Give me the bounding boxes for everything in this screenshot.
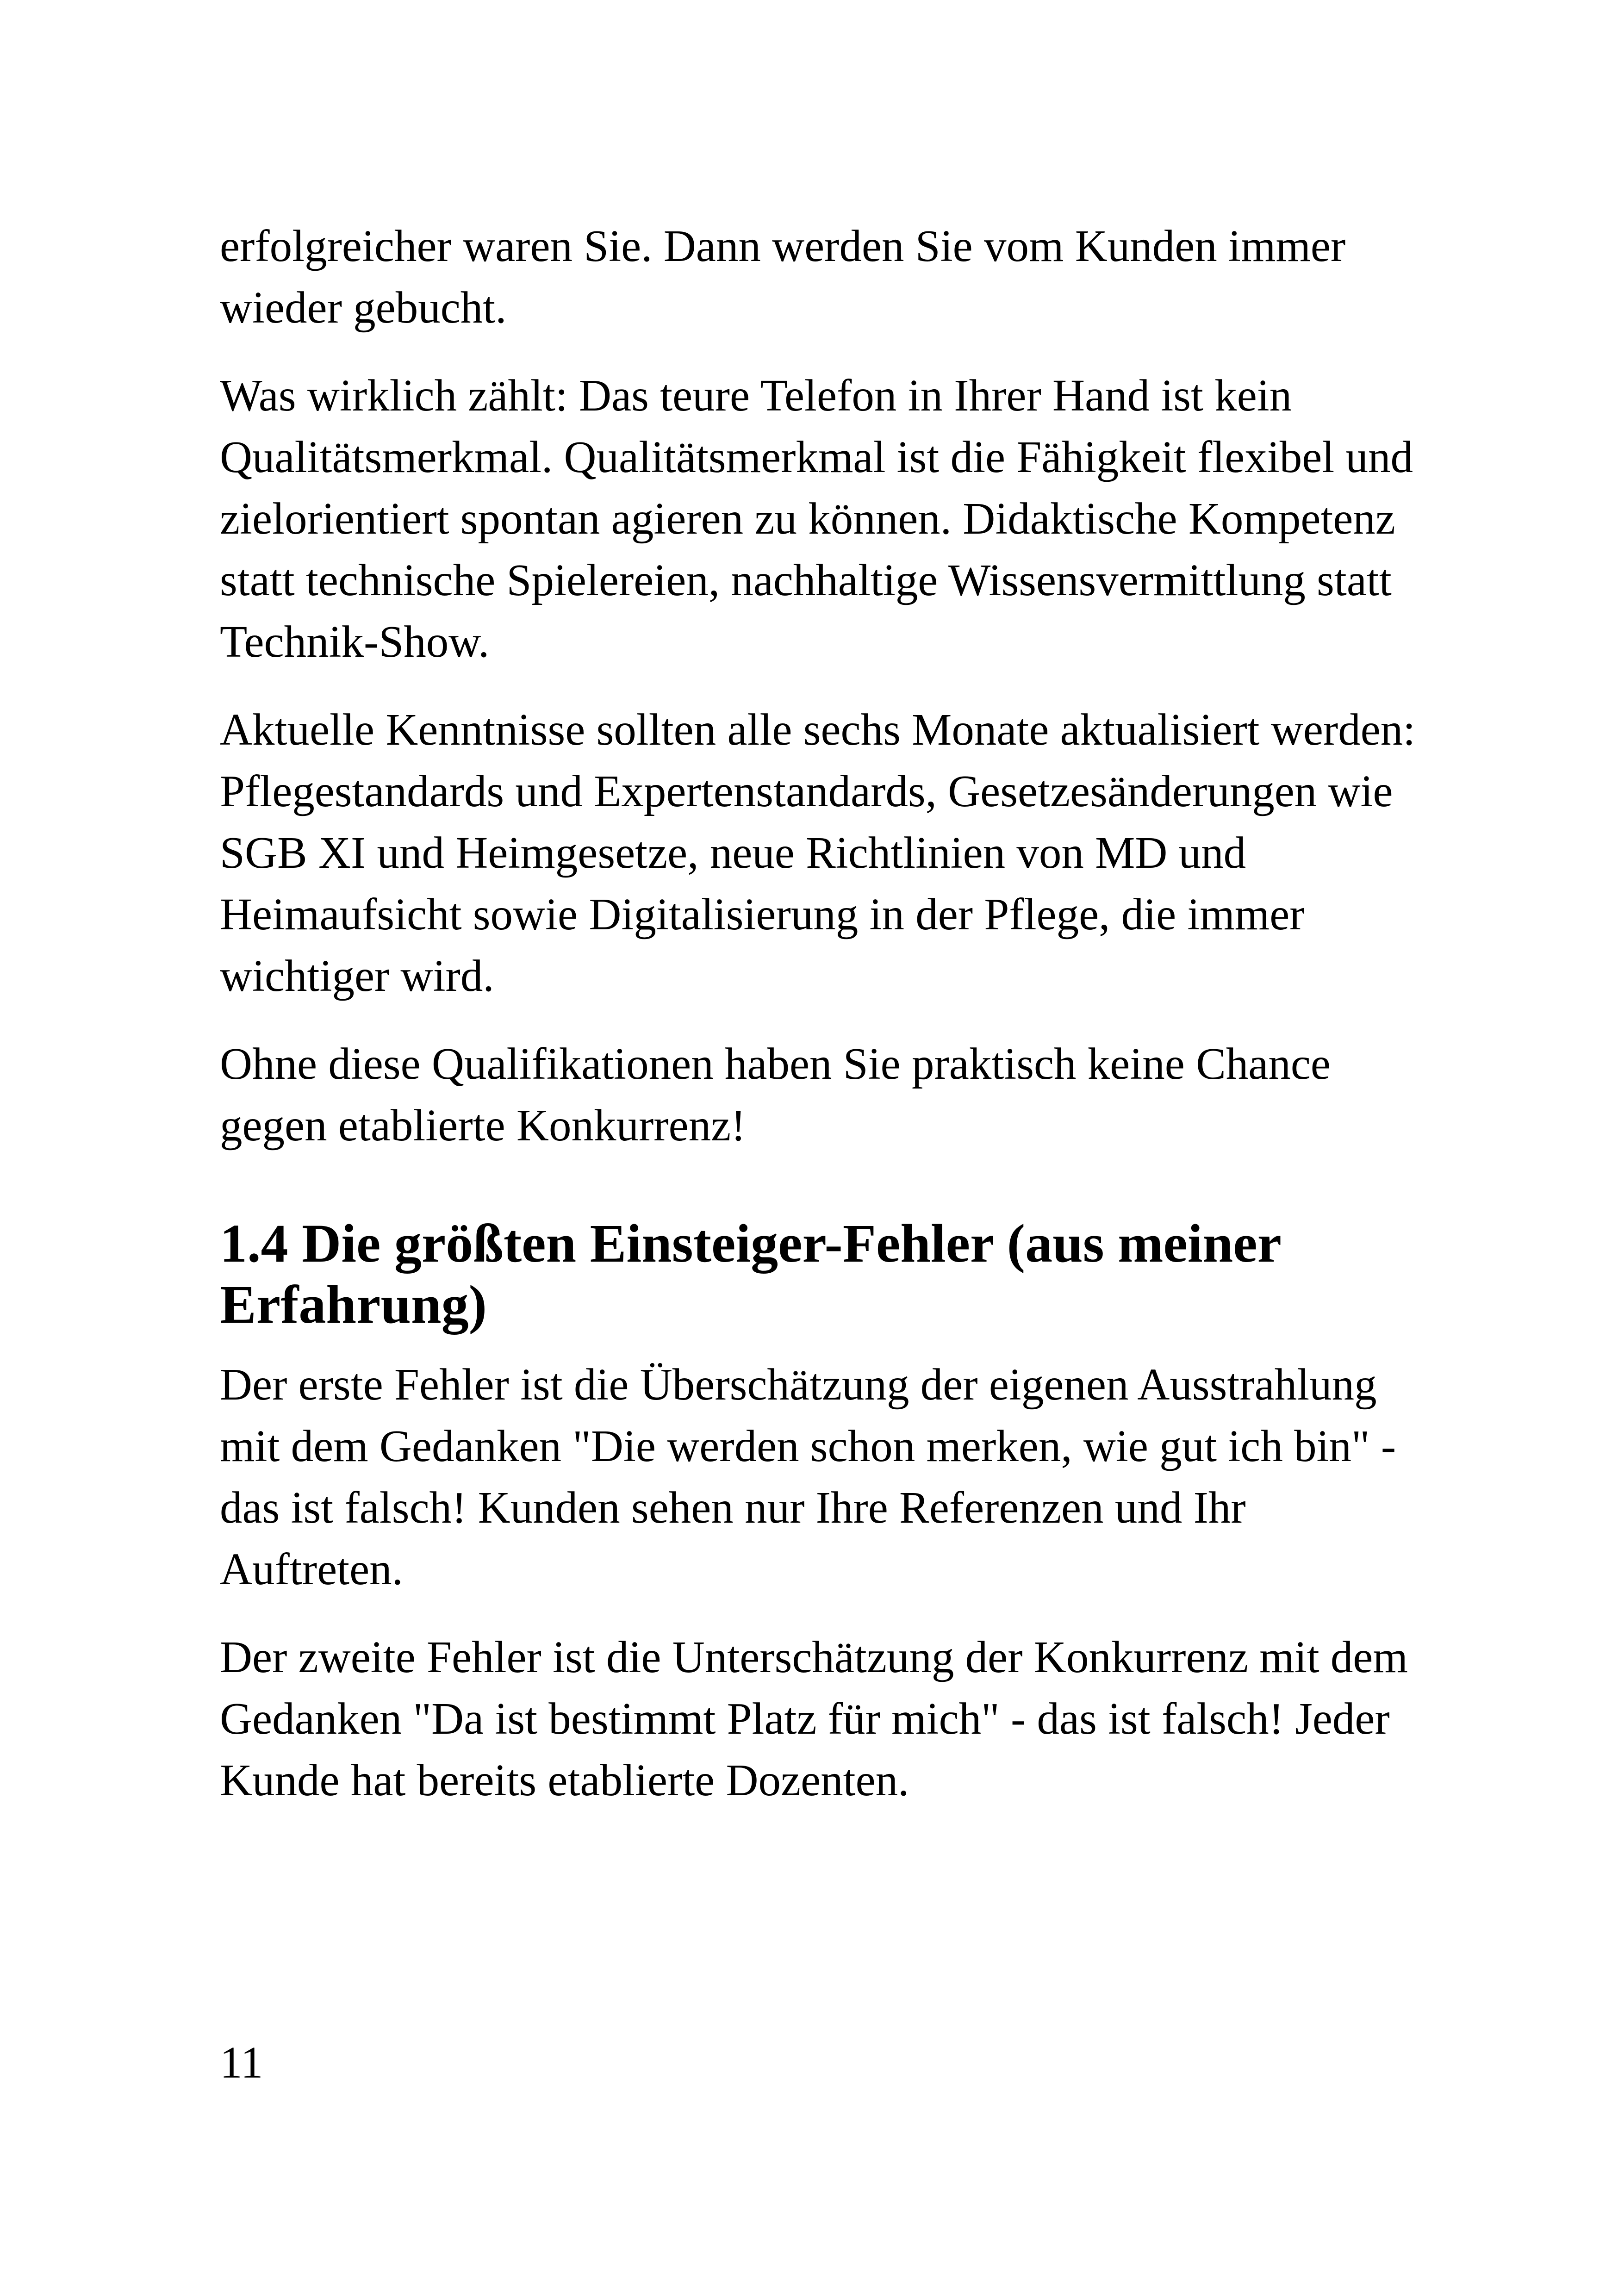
page-body <box>220 215 1423 1811</box>
paragraph-qualifications: Ohne diese Qualifikationen haben Sie praktisch keine Chance gegen etablierte Konkurrenz! <box>220 1039 1331 1150</box>
page-number: 11 <box>220 2038 263 2087</box>
paragraph-continuation: erfolgreicher waren Sie. Dann werden Sie vom Kunden immer wieder gebucht. <box>220 221 1346 332</box>
paragraph-second-mistake: Der zweite Fehler ist die Unterschätzung der Konkurrenz mit dem Gedanken "Da ist bestimmt Platz für mich" - das ist falsch! Jeder Kunde hat bereits etablierte Dozenten. <box>220 1632 1408 1805</box>
paragraph-first-mistake: Der erste Fehler ist die Überschätzung der eigenen Ausstrahlung mit dem Gedanken "Die werden schon merken, wie gut ich bin" - das ist falsch! Kunden sehen nur Ihre Referenzen und Ihr Auftreten. <box>220 1360 1396 1594</box>
paragraph-what-counts: Was wirklich zählt: Das teure Telefon in Ihrer Hand ist kein Qualitätsmerkmal. Qualitätsmerkmal ist die Fähigkeit flexibel und zielorientiert spontan agieren zu können. Didaktische Kompetenz statt technische Spielereien, nachhaltige Wissensvermittlung statt Technik-Show. <box>220 371 1413 666</box>
paragraph-current-knowledge: Aktuelle Kenntnisse sollten alle sechs Monate aktualisiert werden: Pflegestandards und Expertenstandards, Gesetzesänderungen wie SGB XI und Heimgesetze, neue Richtlinien von MD und Heimaufsicht sowie Digitalisierung in der Pflege, die immer wichtiger wird. <box>220 705 1416 1001</box>
section-heading: 1.4 Die größten Einsteiger-Fehler (aus meiner Erfahrung) <box>220 1213 1281 1335</box>
